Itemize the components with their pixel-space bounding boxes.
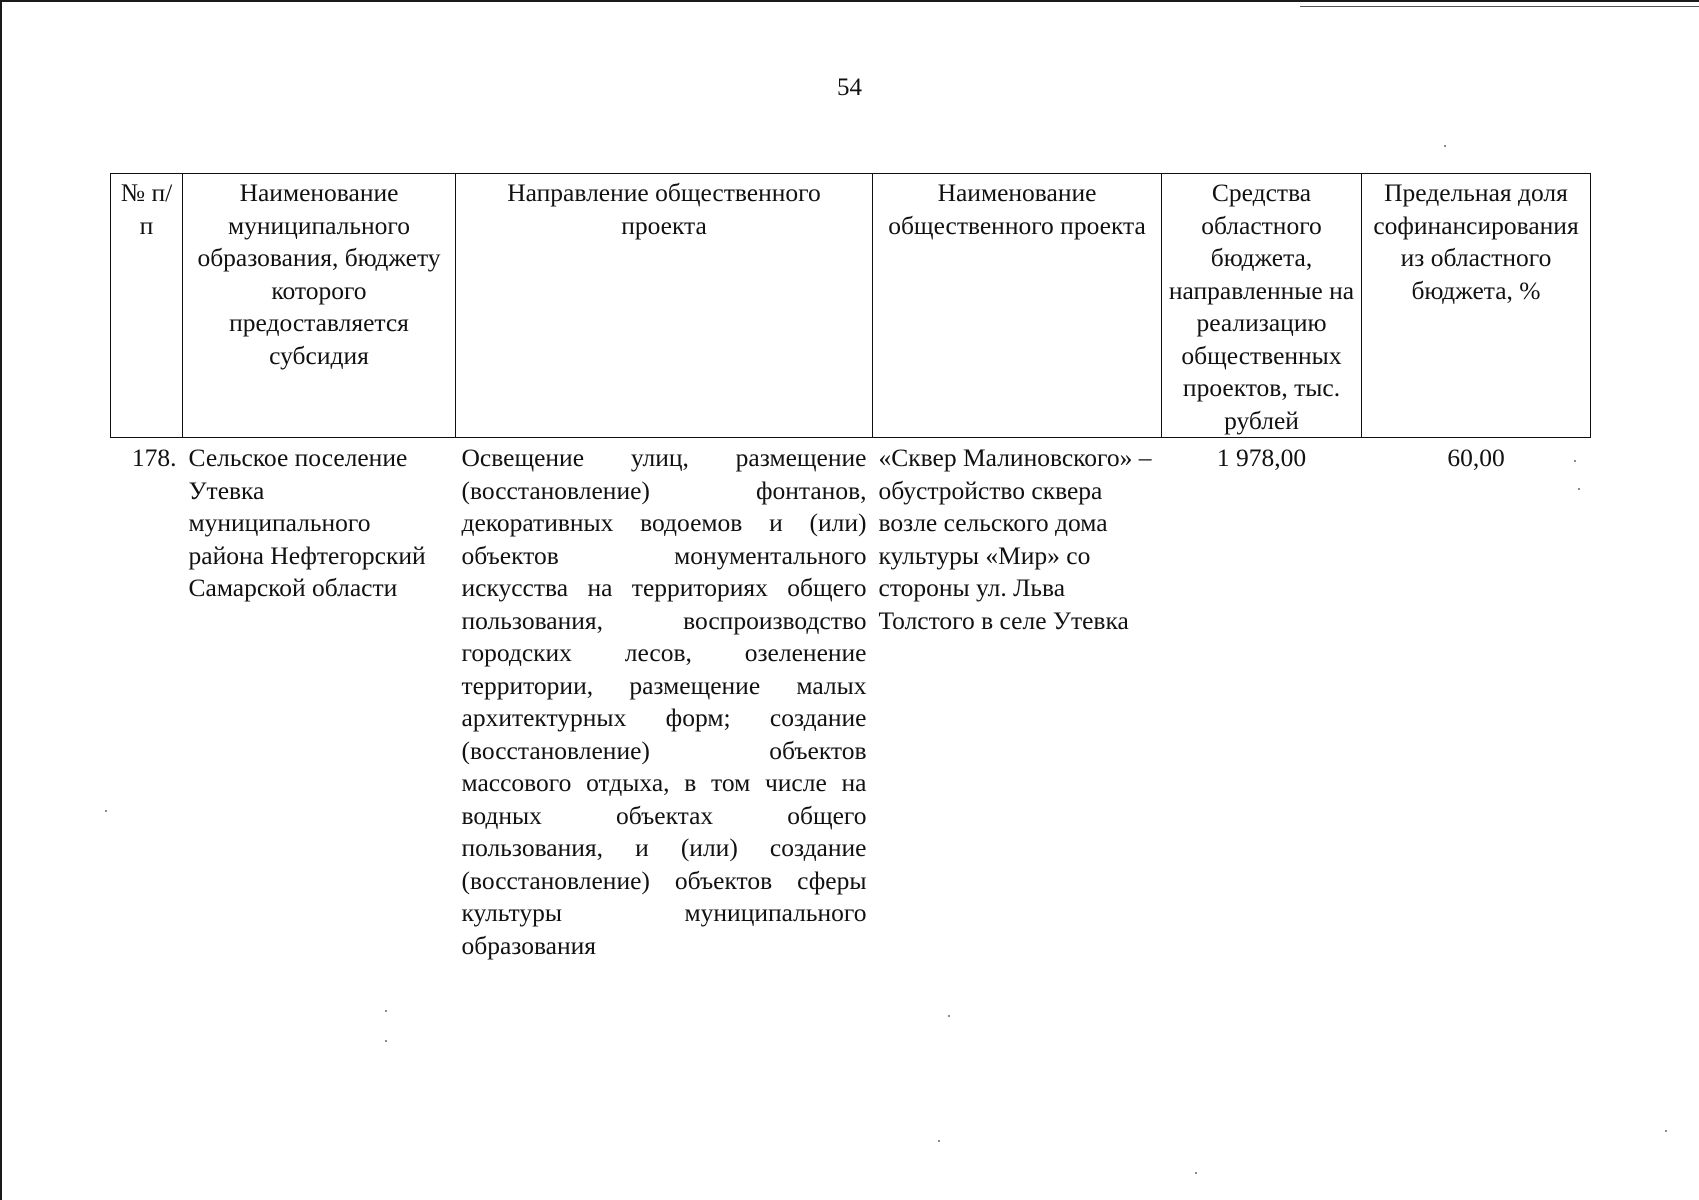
scan-speck xyxy=(1444,145,1446,147)
scan-speck xyxy=(938,1140,940,1142)
header-share: Предельная доля софинансирования из областного бюджета, % xyxy=(1362,174,1591,438)
subsidy-table xyxy=(110,173,1591,962)
cell-project-name: «Сквер Малиновского» – обустройство сквера возле сельского дома культуры «Мир» со стороны ул. Льва Толстого в селе Утевка xyxy=(878,443,1152,635)
scan-speck xyxy=(1574,460,1576,462)
scan-speck xyxy=(948,1015,950,1017)
cell-funds: 1 978,00 xyxy=(1216,443,1307,472)
cell-share: 60,00 xyxy=(1447,443,1505,472)
scan-edge-left xyxy=(0,0,2,1200)
scan-speck xyxy=(105,810,107,812)
scan-speck xyxy=(1665,1130,1667,1132)
table-header xyxy=(111,174,1591,438)
scan-edge-line xyxy=(1300,6,1699,7)
scan-speck xyxy=(1578,488,1580,490)
cell-num: 178. xyxy=(131,443,177,472)
table-body xyxy=(111,438,1591,963)
header-row xyxy=(111,174,1591,438)
header-num: № п/п xyxy=(111,174,183,438)
cell-municipality: Сельское поселение Утевка муниципального района Нефтегорский Самарской области xyxy=(188,443,426,602)
table-row xyxy=(111,438,1591,963)
header-direction: Направление общественного проекта xyxy=(456,174,873,438)
scan-speck xyxy=(385,1010,387,1012)
scan-speck xyxy=(385,1040,387,1042)
header-project-name: Наименование общественного проекта xyxy=(873,174,1162,438)
page-number: 54 xyxy=(837,74,862,101)
cell-direction: Освещение улиц, размещение (восстановление) фонтанов, декоративных водоемов и (или) объектов монументального искусства на территориях общего пользования, воспроизводство городских лесов, озеленение территории, размещение малых архитектурных форм; создание (восстановление) объектов массового отдыха, в том числе на водных объектах общего пользования, и (или) создание (восстановление) объектов сферы культуры муниципального образования xyxy=(461,443,867,960)
header-funds: Средства областного бюджета, направленные на реализацию общественных проектов, тыс. рублей xyxy=(1162,174,1362,438)
header-municipality: Наименование муниципального образования, бюджету которого предоставляется субсидия xyxy=(183,174,456,438)
scan-speck xyxy=(1195,1172,1197,1174)
scan-edge-top xyxy=(0,0,1699,2)
